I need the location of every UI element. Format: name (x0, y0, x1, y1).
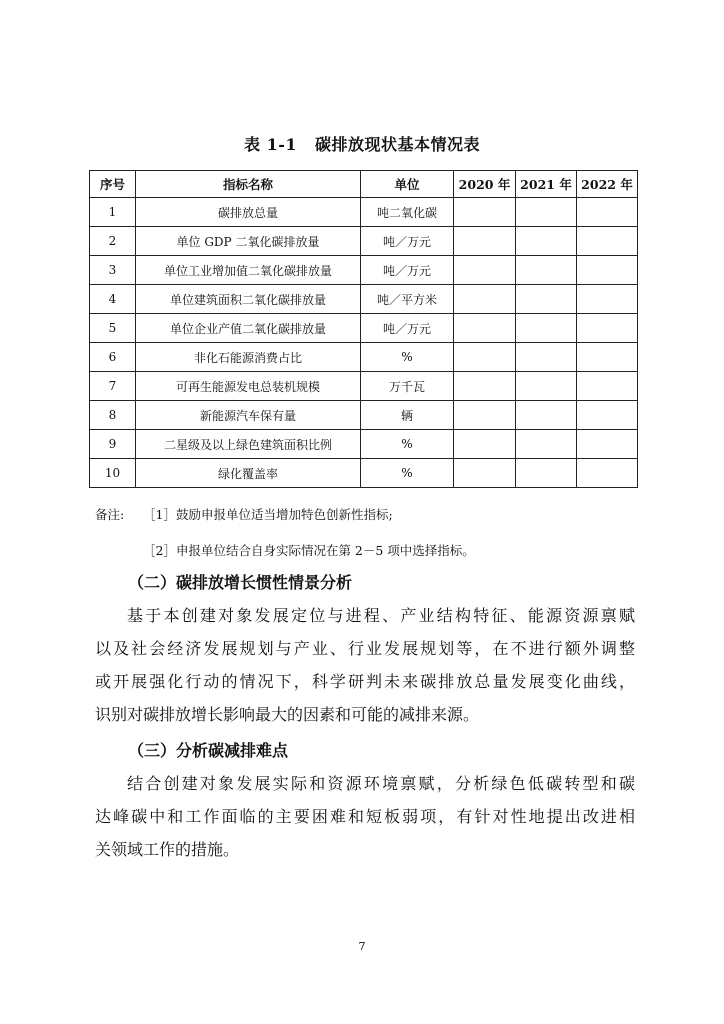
table-row (90, 430, 638, 459)
header-year-2020: 2020 年 (454, 171, 516, 198)
table-row (90, 285, 638, 314)
table-row (90, 314, 638, 343)
section-heading-reduction-difficulties: （三）分析碳减排难点 (128, 741, 289, 760)
notes-label: 备注: (95, 507, 125, 522)
row-unit: 吨／万元 (361, 227, 454, 256)
row-indicator: 单位 GDP 二氧化碳排放量 (136, 227, 361, 256)
note-1-text: ［1］鼓励申报单位适当增加特色创新性指标; (143, 507, 393, 522)
cell-2022 (577, 343, 638, 372)
cell-2021 (516, 430, 577, 459)
cell-2022 (577, 372, 638, 401)
row-unit: 吨二氧化碳 (361, 198, 454, 227)
paragraph-line: 或开展强化行动的情况下，科学研判未来碳排放总量发展变化曲线， (95, 672, 635, 691)
paragraph-line: 以及社会经济发展规划与产业、行业发展规划等，在不进行额外调整 (95, 639, 635, 658)
cell-2020 (454, 430, 516, 459)
cell-2020 (454, 227, 516, 256)
header-year-2021: 2021 年 (516, 171, 577, 198)
cell-2021 (516, 314, 577, 343)
row-unit: 万千瓦 (361, 372, 454, 401)
table-number: 表 1-1 (244, 135, 297, 154)
row-indicator: 绿化覆盖率 (136, 459, 361, 488)
row-unit: % (361, 459, 454, 488)
cell-2021 (516, 256, 577, 285)
header-year-2022: 2022 年 (577, 171, 638, 198)
row-unit: 辆 (361, 401, 454, 430)
table-row (90, 227, 638, 256)
row-indicator: 新能源汽车保有量 (136, 401, 361, 430)
header-indicator-name: 指标名称 (136, 171, 361, 198)
carbon-status-table (89, 170, 638, 488)
table-row (90, 198, 638, 227)
row-index: 9 (90, 430, 136, 459)
row-index: 2 (90, 227, 136, 256)
row-index: 7 (90, 372, 136, 401)
cell-2022 (577, 459, 638, 488)
cell-2021 (516, 198, 577, 227)
section-heading-inertia-analysis: （二）碳排放增长惯性情景分析 (128, 573, 353, 592)
cell-2020 (454, 314, 516, 343)
cell-2021 (516, 343, 577, 372)
cell-2022 (577, 198, 638, 227)
table-title (0, 132, 724, 155)
paragraph-line: 识别对碳排放增长影响最大的因素和可能的减排来源。 (95, 705, 480, 724)
note-1 (95, 505, 393, 523)
page-number: 7 (358, 940, 366, 953)
header-index: 序号 (90, 171, 136, 198)
cell-2020 (454, 285, 516, 314)
note-2: ［2］申报单位结合自身实际情况在第 2－5 项中选择指标。 (143, 543, 475, 558)
row-unit: % (361, 430, 454, 459)
paragraph-line: 基于本创建对象发展定位与进程、产业结构特征、能源资源禀赋 (127, 606, 635, 625)
header-unit: 单位 (361, 171, 454, 198)
table-row (90, 256, 638, 285)
cell-2020 (454, 459, 516, 488)
row-index: 8 (90, 401, 136, 430)
row-indicator: 单位企业产值二氧化碳排放量 (136, 314, 361, 343)
row-index: 5 (90, 314, 136, 343)
paragraph-line: 达峰碳中和工作面临的主要困难和短板弱项，有针对性地提出改进相 (95, 807, 635, 826)
row-index: 1 (90, 198, 136, 227)
table-row (90, 372, 638, 401)
cell-2022 (577, 314, 638, 343)
cell-2021 (516, 372, 577, 401)
cell-2020 (454, 256, 516, 285)
row-unit: 吨／万元 (361, 256, 454, 285)
table-row (90, 459, 638, 488)
cell-2021 (516, 227, 577, 256)
cell-2021 (516, 285, 577, 314)
row-unit: 吨／平方米 (361, 285, 454, 314)
cell-2020 (454, 343, 516, 372)
cell-2021 (516, 401, 577, 430)
table-caption: 碳排放现状基本情况表 (314, 135, 480, 154)
row-indicator: 非化石能源消费占比 (136, 343, 361, 372)
row-indicator: 单位建筑面积二氧化碳排放量 (136, 285, 361, 314)
paragraph-line: 关领域工作的措施。 (95, 840, 240, 859)
cell-2022 (577, 401, 638, 430)
row-index: 4 (90, 285, 136, 314)
row-index: 6 (90, 343, 136, 372)
row-index: 10 (90, 459, 136, 488)
row-unit: 吨／万元 (361, 314, 454, 343)
cell-2022 (577, 285, 638, 314)
row-indicator: 单位工业增加值二氧化碳排放量 (136, 256, 361, 285)
cell-2020 (454, 401, 516, 430)
row-indicator: 碳排放总量 (136, 198, 361, 227)
cell-2022 (577, 256, 638, 285)
cell-2021 (516, 459, 577, 488)
cell-2020 (454, 372, 516, 401)
row-indicator: 二星级及以上绿色建筑面积比例 (136, 430, 361, 459)
row-unit: % (361, 343, 454, 372)
cell-2020 (454, 198, 516, 227)
row-index: 3 (90, 256, 136, 285)
paragraph-line: 结合创建对象发展实际和资源环境禀赋，分析绿色低碳转型和碳 (127, 774, 635, 793)
cell-2022 (577, 227, 638, 256)
row-indicator: 可再生能源发电总装机规模 (136, 372, 361, 401)
cell-2022 (577, 430, 638, 459)
table-row (90, 401, 638, 430)
table-row (90, 343, 638, 372)
table-header-row (90, 171, 638, 198)
